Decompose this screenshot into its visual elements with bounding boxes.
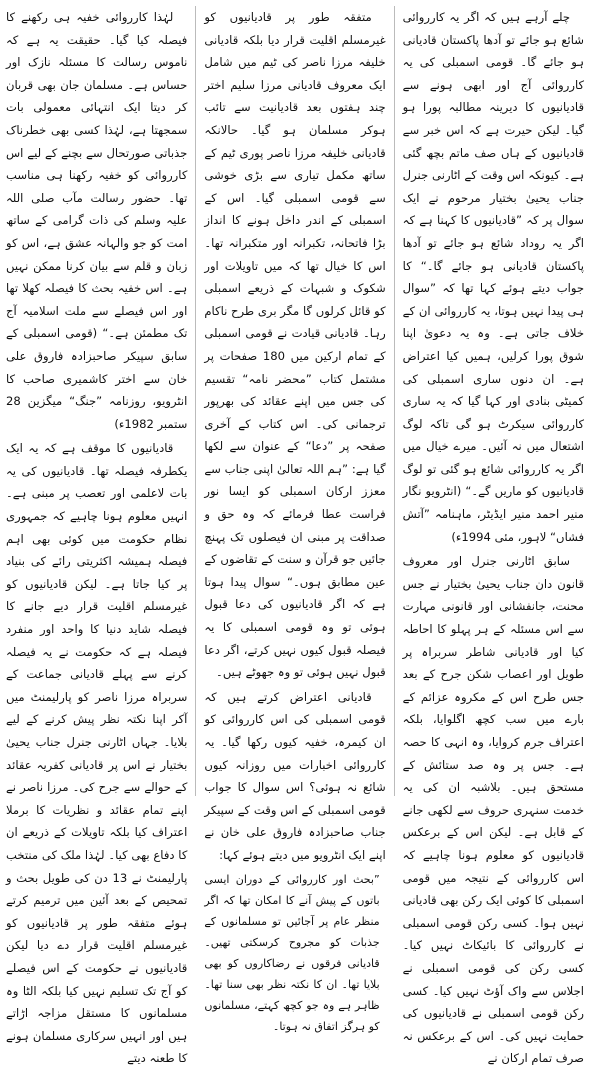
- column-divider: [195, 6, 196, 796]
- quoted-passage: ”بحث اور کارروائی کے دوران ایسی باتوں کے پیش آنے کا امکان تھا کہ اگر منظر عام پر آجائیں تو مسلمانوں کے جذبات کو مجروح کرسکتی تھیں۔ قادیانی فرقوں نے رضاکاروں کو بھی بلایا تھا۔ ان کا نکتہ نظر بھی سنا تھا۔ ظاہر ہے وہ جو کچھ کہتے، مسلمانوں کو ہرگز اتفاق نہ ہوتا۔: [204, 872, 380, 1033]
- article-column-middle: [204, 6, 386, 1033]
- article-paragraph: متفقہ طور پر قادیانیوں کو غیرمسلم اقلیت قرار دیا بلکہ قادیانی خلیفہ مرزا ناصر کی ٹیم میں شامل ایک معروف قادیانی مرزا سلیم اختر چند ہفتوں بعد قادیانیت سے تائب ہوکر مسلمان ہو گیا۔ حالانکہ قادیانی خلیفہ مرزا ناصر پوری ٹیم کے ساتھ مکمل تیاری سے بڑی خوشی سے قومی اسمبلی گیا۔ اس کے اسمبلی کے اندر داخل ہونے کا انداز بڑا فاتحانہ، تکبرانہ اور متکبرانہ تھا۔ اس کا خیال تھا کہ میں تاویلات اور شکوک و شبہات کے ذریعے اسمبلی کو قائل کرلوں گا مگر بری طرح ناکام رہا۔ قادیانی قیادت نے قومی اسمبلی کے تمام ارکین میں 180 صفحات پر مشتمل کتاب ”محضر نامہ“ تقسیم کی جس میں اپنے عقائد کی بھرپور ترجمانی کی۔ اس کتاب کے آخری صفحہ پر ”دعا“ کے عنوان سے لکھا گیا ہے: ”ہم اللہ تعالیٰ اپنی جناب سے معزز ارکان اسمبلی کو ایسا نور فراست عطا فرمائے کہ وہ حق و صداقت پر مبنی ان فیصلوں تک پہنچ جائیں جو قرآن و سنت کے تقاضوں کے عین مطابق ہوں۔“ سوال پیدا ہوتا ہے کہ اگر قادیانیوں کی دعا قبول ہوئی تو وہ قومی اسمبلی کا یہ فیصلہ قبول کیوں نہیں کرتے، اگر دعا قبول نہیں ہوئی تو وہ جھوٹے ہیں۔: [204, 10, 386, 680]
- article-column-left: [6, 6, 188, 1066]
- article-paragraph: قادیانی اعتراض کرتے ہیں کہ قومی اسمبلی کی اس کارروائی کو ان کیمرہ، خفیہ کیوں رکھا گیا۔ یہ کارروائی اخبارات میں روزانہ کیوں شائع نہ ہوئی؟ اس سوال کا جواب قومی اسمبلی کے اس وقت کے سپیکر جناب صاحبزادہ فاروق علی خان نے اپنے ایک انٹرویو میں دیتے ہوئے کہا:: [204, 689, 386, 862]
- article-paragraph: قادیانیوں کا موقف ہے کہ یہ ایک یکطرفہ فیصلہ تھا۔ قادیانیوں کی یہ بات لاعلمی اور تعصب پر مبنی ہے۔ انہیں معلوم ہونا چاہیے کہ جمہوری نظام حکومت میں کوئی بھی اہم فیصلہ ہمیشہ اکثریتی رائے کی بنیاد پر کیا جاتا ہے۔ لیکن قادیانیوں کو غیرمسلم اقلیت قرار دیے جانے کا فیصلہ شاید دنیا کا واحد اور منفرد فیصلہ ہے کہ حکومت نے یہ فیصلہ کرنے سے پہلے قادیانی جماعت کے سربراہ مرزا ناصر کو پارلیمنٹ میں آکر اپنا نکتہ نظر پیش کرنے کے لیے بلایا۔ جہاں اٹارنی جنرل جناب یحییٰ بختیار نے اس پر قادیانی کفریہ عقائد کے حوالے سے جرح کی۔ مرزا ناصر نے اپنے تمام عقائد و نظریات کا برملا اعتراف کیا بلکہ تاویلات کے ذریعے ان کا دفاع بھی کیا۔ لہٰذا ملک کی منتخب پارلیمنٹ نے 13 دن کی طویل بحث و تمحیص کے بعد آئین میں ترمیم کرتے ہوئے متفقہ طور پر قادیانیوں کو غیرمسلم اقلیت قرار دے دیا لیکن قادیانیوں نے حکومت کے اس فیصلے کو آج تک تسلیم نہیں کیا بلکہ الٹا وہ مسلمانوں کا مستقل مزاجہ اڑاتے ہیں اور انہیں سرکاری مسلمان ہونے کا طعنہ دیتے: [6, 441, 188, 1066]
- article-paragraph: لہٰذا کارروائی خفیہ ہی رکھنے کا فیصلہ کیا گیا۔ حقیقت یہ ہے کہ ناموس رسالت کا مسئلہ نازک اور حساس ہے۔ مسلمان جان بھی قربان کر دیتا ایک انتہائی معمولی بات سمجھتا ہے، لہٰذا کسی بھی خطرناک جذباتی صورتحال سے بچنے کے لیے اس کارروائی کو خفیہ رکھنا ہی مناسب تھا۔ حضور رسالت مآب صلی اللہ علیہ وسلم کی ذات گرامی کے ساتھ امت کو جو والہانہ عشق ہے، اس کو زبان و قلم سے بیان کرنا ممکن نہیں ہے۔ اس خفیہ بحث کا فیصلہ کھلا تھا اور اس فیصلے سے ملت اسلامیہ آج تک مطمئن ہے۔“ (قومی اسمبلی کے سابق سپیکر صاحبزادہ فاروق علی خان سے اختر کاشمیری صاحب کا انٹرویو، روزنامہ ”جنگ“ میگزین 28 ستمبر 1982ء): [6, 10, 188, 431]
- article-paragraph: سابق اٹارنی جنرل اور معروف قانون دان جناب یحییٰ بختیار نے جس محنت، جانفشانی اور قانونی مہارت سے اس مسئلہ کے ہر پہلو کا احاطہ کیا اور قادیانی شاطر سربراہ پر طویل اور اعصاب شکن جرح کے بعد جس طرح اس کے مکروہ عزائم کے بارے میں سب کچھ اگلوایا، بلکہ اعتراف جرم کروایا، وہ انہی کا حصہ ہے۔ جس پر وہ صد ستائش کے مستحق ہیں۔ بلاشبہ ان کی یہ خدمت سنہری حروف سے لکھی جانے کے قابل ہے۔ لیکن اس کے برعکس قادیانیوں کو معلوم ہونا چاہیے کہ اس کارروائی کے نتیجہ میں قومی اسمبلی کا کوئی ایک رکن بھی قادیانی نہیں ہوا۔ کسی رکن قومی اسمبلی نے کارروائی کا بائیکاٹ نہیں کیا۔ کسی رکن کی قومی اسمبلی نے اجلاس سے واک آؤٹ نہیں کیا۔ کسی رکن قومی اسمبلی نے قادیانیوں کی حمایت نہیں کی۔ اس کے برعکس نہ صرف تمام ارکان نے: [402, 554, 584, 1066]
- article-paragraph: چلے آرہے ہیں کہ اگر یہ کارروائی شائع ہو جائے تو آدھا پاکستان قادیانی ہو جائے گا۔ قومی اسمبلی کی یہ کارروائی آج اور ابھی ہونے سے قادیانیوں کا دیرینہ مطالبہ پورا ہو گیا۔ لیکن حیرت ہے کہ اس خبر سے قادیانیوں کے ہاں صف ماتم بچھ گئی ہے۔ کیونکہ اس وقت کے اٹارنی جنرل جناب یحییٰ بختیار مرحوم نے ایک سوال پر کہ ”قادیانیوں کا کہنا ہے کہ اگر یہ روداد شائع ہو جائے تو آدھا پاکستان قادیانی ہو جائے گا۔“ کا جواب دیتے ہوئے کہا تھا کہ ”سوال ہی پیدا نہیں ہوتا، یہ کارروائی ان کے خلاف جاتی ہے۔ وہ یہ دعویٰ اپنا شوق پورا کرلیں، ہمیں کیا اعتراض ہے۔ ان دنوں ساری اسمبلی کی کمیٹی بنادی اور کہا گیا کہ یہ ساری کارروائی سیکرٹ ہو گی تاکہ لوگ اشتعال میں نہ آئیں۔ میرے خیال میں اگر یہ کارروائی شائع ہو گئی تو لوگ قادیانیوں کو ماریں گے۔“ (انٹرویو نگار منیر احمد منیر ایڈیٹر، ماہنامہ ”آتش فشاں“ لاہور، مئی 1994ء): [402, 10, 584, 544]
- article-column-right: [402, 6, 584, 1066]
- column-divider: [394, 6, 395, 796]
